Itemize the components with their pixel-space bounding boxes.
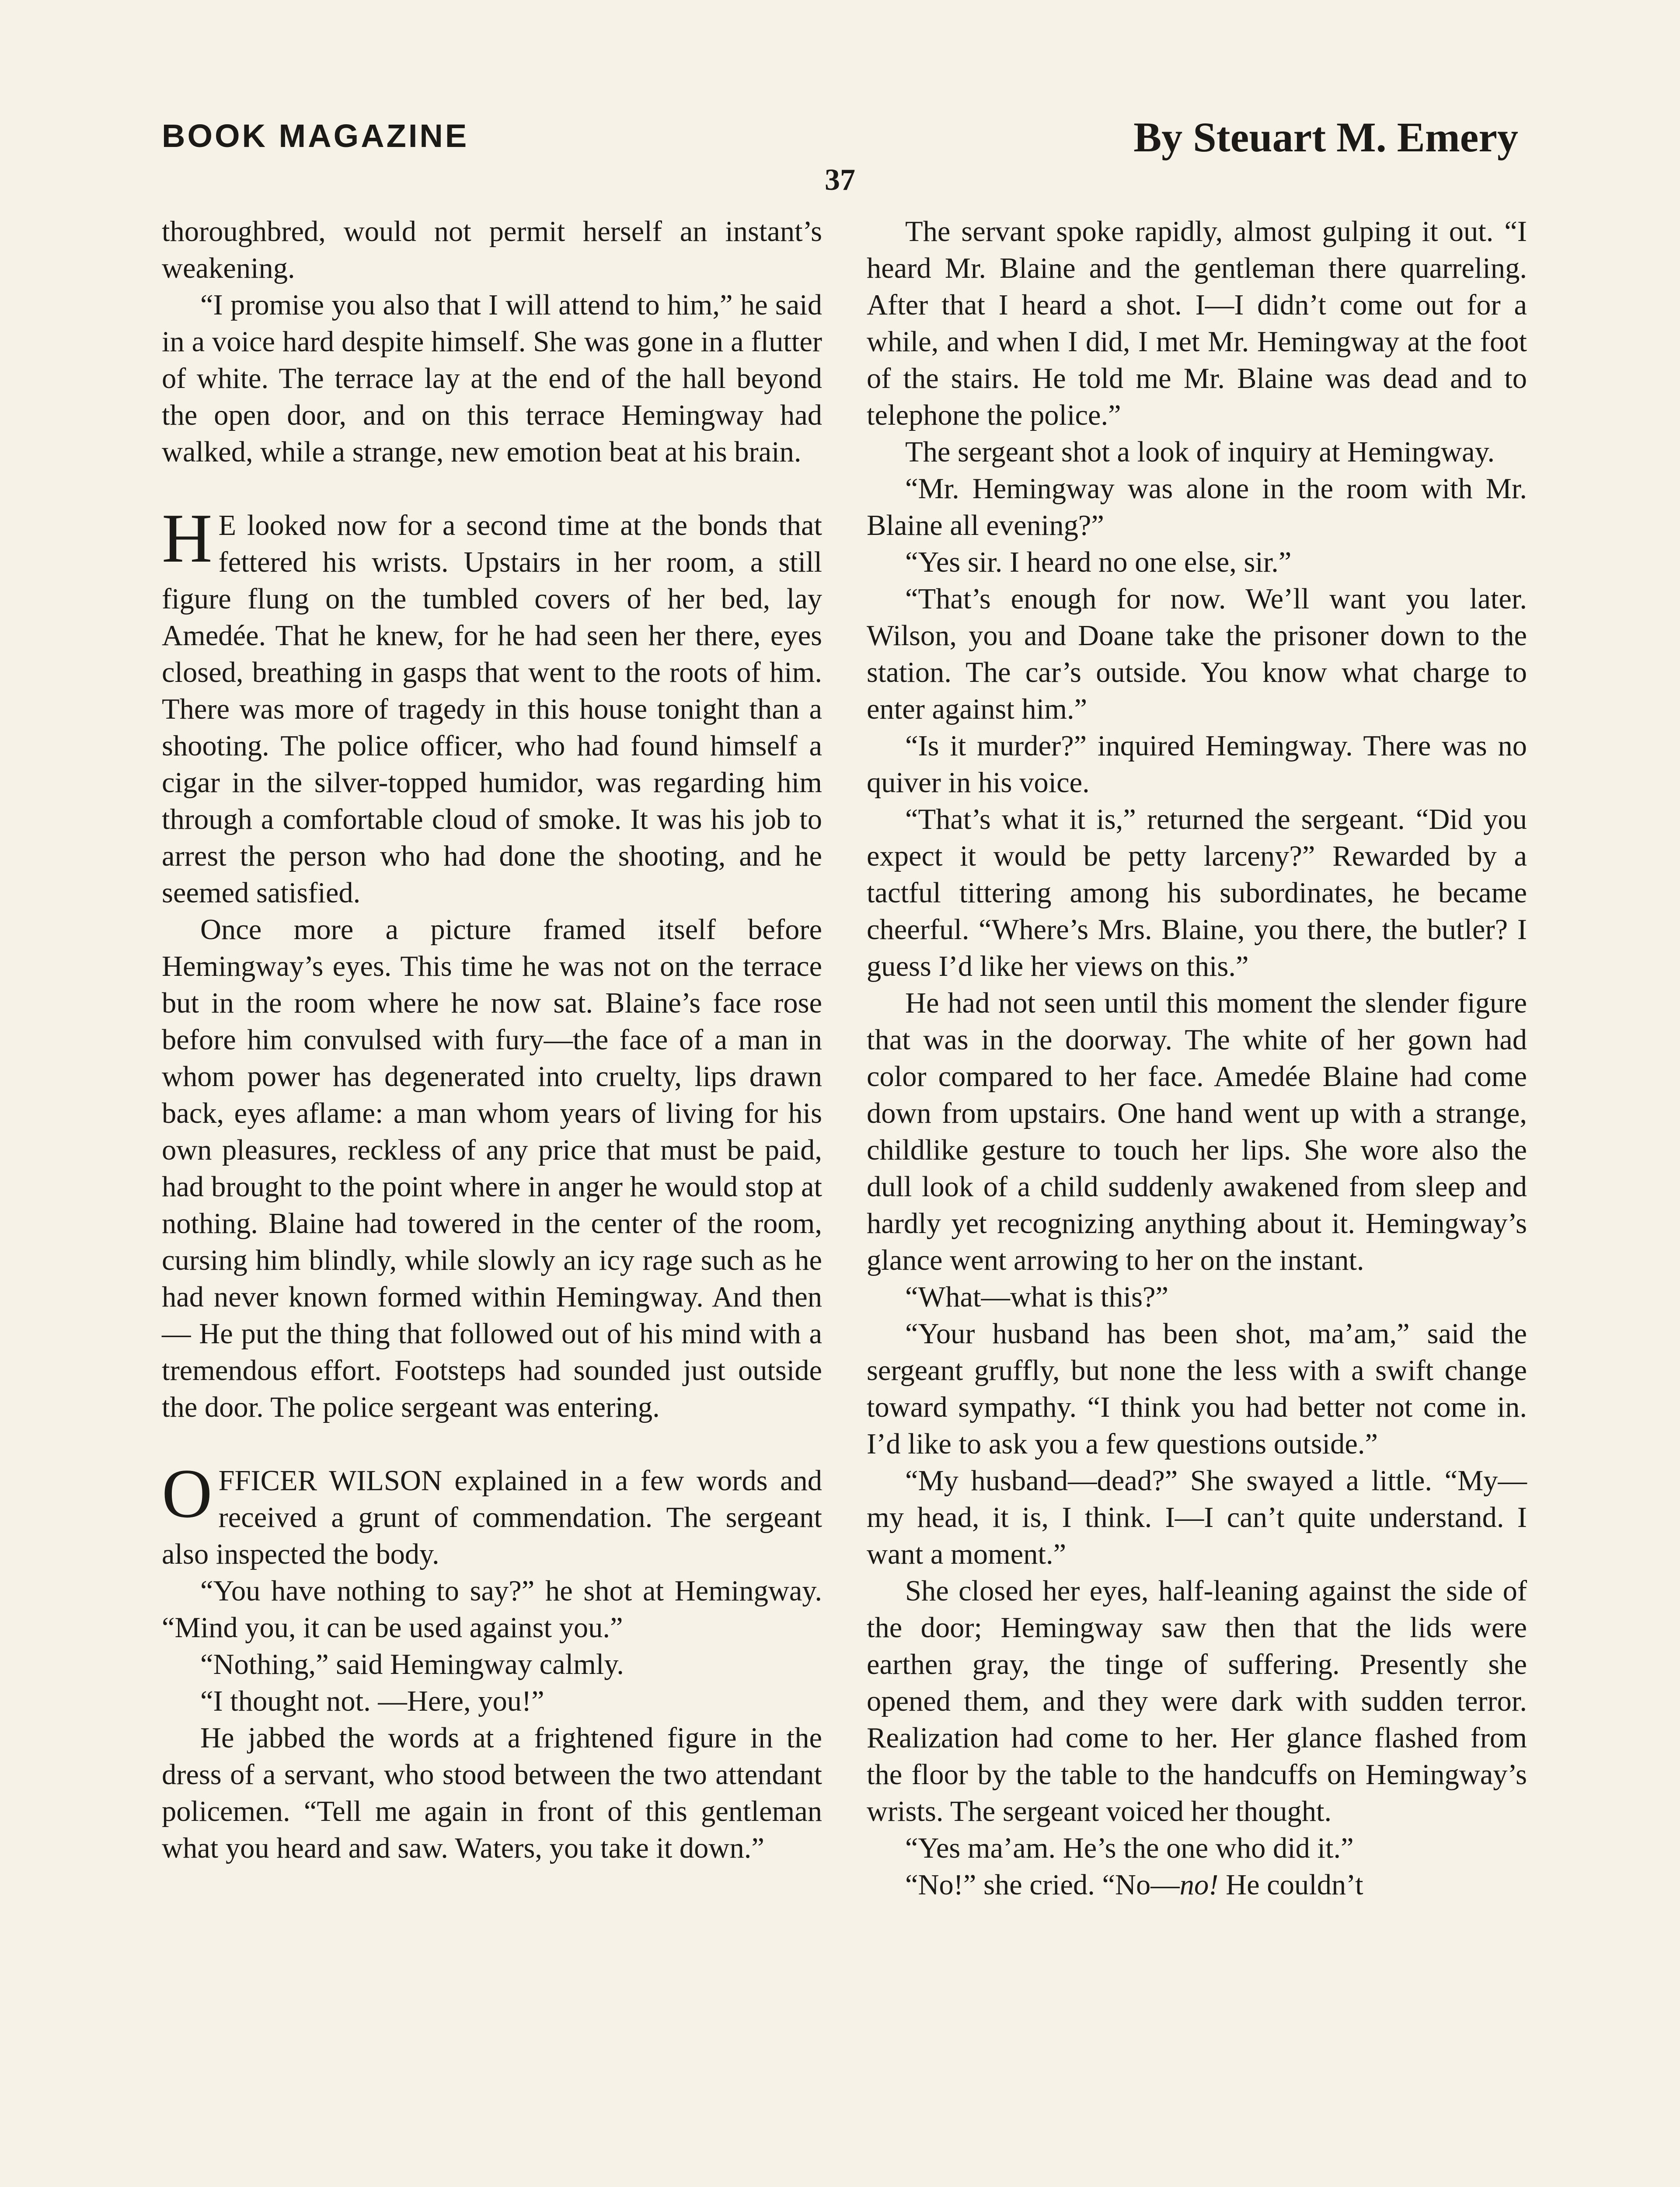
paragraph [867,1867,1527,1904]
drop-cap: H [162,499,213,577]
section-paragraph [162,1454,822,1573]
section-paragraph [162,499,822,912]
paragraph: “You have nothing to say?” he shot at Hemingway. “Mind you, it can be used against you.” [162,1575,822,1644]
paragraph: He had not seen until this moment the slender figure that was in the doorway. The white of her gown had color compared to her face. Amedée Blaine had come down from upstairs. One hand went up with a strange, childlike gesture to touch her lips. She wore also the dull look of a child suddenly awakened from sleep and hardly yet recognizing anything about it. Hemingway’s glance went arrowing to her on the instant. [867,987,1527,1276]
right-column [867,213,1527,1904]
paragraph-text: FFICER WILSON explained in a few words and received a grunt of commendation. The sergeant also inspected the body. [162,1465,822,1570]
page-number: 37 [825,163,855,197]
paragraph: “Yes ma’am. He’s the one who did it.” [905,1832,1354,1864]
drop-cap: O [162,1454,213,1532]
paragraph: The sergeant shot a look of inquiry at Hemingway. [905,436,1495,468]
author-byline: By Steuart M. Emery [1133,114,1518,161]
paragraph: “Nothing,” said Hemingway calmly. [200,1649,624,1680]
paragraph: “I thought not. —Here, you!” [200,1685,544,1717]
paragraph: “Is it murder?” inquired Hemingway. There was no quiver in his voice. [867,730,1527,799]
paragraph: “Mr. Hemingway was alone in the room with Mr. Blaine all evening?” [867,473,1527,542]
paragraph: thoroughbred, would not permit herself an instant’s weakening. [162,216,822,284]
emphasis-text: no! [1179,1869,1219,1901]
paragraph: She closed her eyes, half-leaning against the side of the door; Hemingway saw then that the lids were earthen gray, the tinge of suffering. Presently she opened them, and they were dark with sudden terror. Realization had come to her. Her glance flashed from the floor by the table to the handcuffs on Hemingway’s wrists. The sergeant voiced her thought. [867,1575,1527,1827]
paragraph: “That’s what it is,” returned the sergeant. “Did you expect it would be petty larceny?” Rewarded by a tactful tittering among his subordinates, he became cheerful. “Where’s Mrs. Blaine, you there, the butler? I guess I’d like her views on this.” [867,804,1527,982]
left-column [162,213,822,1867]
paragraph-text: “No!” she cried. “No— [905,1869,1180,1901]
paragraph: “That’s enough for now. We’ll want you later. Wilson, you and Doane take the prisoner down to the station. The car’s outside. You know what charge to enter against him.” [867,583,1527,725]
paragraph: “What—what is this?” [905,1281,1169,1313]
paragraph-text: He couldn’t [1218,1869,1363,1901]
paragraph: Once more a picture framed itself before Hemingway’s eyes. This time he was not on the terrace but in the room where he now sat. Blaine’s face rose before him convulsed with fury—the face of a man in whom power has degenerated into cruelty, lips drawn back, eyes aflame: a man whom years of living for his own pleasures, reckless of any price that must be paid, had brought to the point where in anger he would stop at nothing. Blaine had towered in the center of the room, cursing him blindly, while slowly an icy rage such as he had never known formed within Hemingway. And then— He put the thing that followed out of his mind with a tremendous effort. Footsteps had sounded just outside the door. The police sergeant was entering. [162,914,822,1423]
paragraph-text: E looked now for a second time at the bonds that fettered his wrists. Upstairs in her room, a still figure flung on the tumbled covers of her bed, lay Amedée. That he knew, for he had seen her there, eyes closed, breathing in gasps that went to the roots of him. There was more of tragedy in this house tonight than a shooting. The police officer, who had found himself a cigar in the silver-topped humidor, was regarding him through a comfortable cloud of smoke. It was his job to arrest the person who had done the shooting, and he seemed satisfied. [162,510,822,909]
running-head [162,113,1518,161]
paragraph: “Your husband has been shot, ma’am,” said the sergeant gruffly, but none the less with a swift change toward sympathy. “I think you had better not come in. I’d like to ask you a few questions outside.” [867,1318,1527,1460]
paragraph: “Yes sir. I heard no one else, sir.” [905,546,1292,578]
magazine-title: BOOK MAGAZINE [162,118,469,154]
paragraph: “I promise you also that I will attend to him,” he said in a voice hard despite himself. She was gone in a flutter of white. The terrace lay at the end of the hall beyond the open door, and on this terrace Hemingway had walked, while a strange, new emotion beat at his brain. [162,289,822,468]
paragraph: “My husband—dead?” She swayed a little. “My—my head, it is, I think. I—I can’t quite understand. I want a moment.” [867,1465,1527,1570]
paragraph: He jabbed the words at a frightened figure in the dress of a servant, who stood between the two attendant policemen. “Tell me again in front of this gentleman what you heard and saw. Waters, you take it down.” [162,1722,822,1864]
paragraph: The servant spoke rapidly, almost gulping it out. “I heard Mr. Blaine and the gentleman there quarreling. After that I heard a shot. I—I didn’t come out for a while, and when I did, I met Mr. Hemingway at the foot of the stairs. He told me Mr. Blaine was dead and to telephone the police.” [867,216,1527,431]
